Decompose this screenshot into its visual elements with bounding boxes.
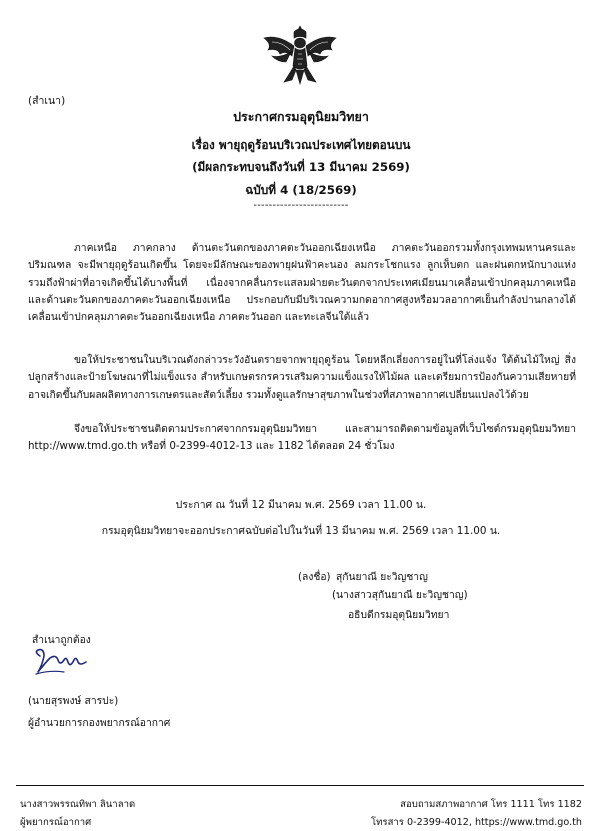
certifier-position: ผู้อำนวยการกองพยากรณ์อากาศ: [28, 717, 171, 729]
next-issue-note: กรมอุตุนิยมวิทยาจะออกประกาศฉบับต่อไปในวันที่ 13 มีนาคม พ.ศ. 2569 เวลา 11.00 น.: [101, 525, 501, 537]
paragraph-situation: ภาคเหนือ ภาคกลาง ด้านตะวันตกของภาคตะวันออกเฉียงเหนือ ภาคตะวันออกรวมทั้งกรุงเทพมหานครและปริมณฑล จะมีพายุฤดูร้อนเกิดขึ้น โดยจะมีลักษณะของพายุฝนฟ้าคะนอง ลมกระโชกแรง ลูกเห็บตก และฝนตกหนักบางแห่ง รวมถึงฟ้าผ่าที่อาจเกิดขึ้นได้บางพื้นที่ เนื่องจากคลื่นกระแสลมฝ่ายตะวันตกจากประเทศเมียนมาเคลื่อนเข้าปกคลุมภาคเหนือและด้านตะวันตกของภาคตะวันออกเฉียงเหนือ ประกอบกับมีบริเวณความกดอากาศสูงหรือมวลอากาศเย็นกำลังปานกลางได้เคลื่อนเข้าปกคลุมภาคตะวันออกเฉียงเหนือ ภาคตะวันออก และทะเลจีนใต้แล้ว: [28, 242, 576, 324]
certifier-name: (นายสุรพงษ์ สารปะ): [28, 695, 119, 707]
announced-date: ประกาศ ณ วันที่ 12 มีนาคม พ.ศ. 2569 เวลา 11.00 น.: [175, 499, 427, 511]
contact-fax-website: โทรสาร 0-2399-4012, https://www.tmd.go.th: [370, 817, 582, 828]
signatory-name: สุกันยาณี ยะวิญชาญ: [336, 571, 428, 583]
forecaster-role: ผู้พยากรณ์อากาศ: [20, 817, 92, 828]
signature-prefix: (ลงชื่อ): [298, 571, 331, 583]
garuda-emblem-icon: [258, 22, 342, 88]
effective-date: (มีผลกระทบจนถึงวันที่ 13 มีนาคม 2569): [192, 160, 410, 174]
paragraph-follow-up: จึงขอให้ประชาชนติดตามประกาศจากกรมอุตุนิยมวิทยา และสามารถติดตามข้อมูลที่เว็บไซต์กรมอุตุนิยมวิทยา http://www.tmd.go.th หรือที่ 0-2399-4012-13 และ 1182 ได้ตลอด 24 ชั่วโมง: [28, 423, 576, 453]
signatory-title: อธิบดีกรมอุตุนิยมวิทยา: [348, 609, 450, 621]
forecaster-name: นางสาวพรรณทิพา ลินาลาด: [20, 799, 136, 810]
contact-phone: สอบถามสภาพอากาศ โทร 1111 โทร 1182: [400, 799, 582, 810]
announcement-subject: เรื่อง พายุฤดูร้อนบริเวณประเทศไทยตอนบน: [191, 138, 411, 152]
issue-number: ฉบับที่ 4 (18/2569): [245, 183, 357, 197]
handwritten-signature-icon: [30, 644, 92, 680]
divider-rule: -------------------------: [253, 200, 349, 211]
signatory-full-name: (นางสาวสุกันยาณี ยะวิญชาญ): [332, 589, 468, 601]
certified-copy-label: สำเนาถูกต้อง: [32, 634, 91, 646]
paragraph-advice: ขอให้ประชาชนในบริเวณดังกล่าวระวังอันตรายจากพายุฤดูร้อน โดยหลีกเลี่ยงการอยู่ในที่โล่งแจ้ง ใต้ต้นไม้ใหญ่ สิ่งปลูกสร้างและป้ายโฆษณาที่ไม่แข็งแรง สำหรับเกษตรกรควรเสริมความแข็งแรงให้ไม้ผล และเตรียมการป้องกันความเสียหายที่อาจเกิดขึ้นกับผลผลิตทางการเกษตรและสัตว์เลี้ยง รวมทั้งดูแลรักษาสุขภาพในช่วงที่สภาพอากาศเปลี่ยนแปลงไว้ด้วย: [28, 354, 576, 401]
announcement-title: ประกาศกรมอุตุนิยมวิทยา: [233, 109, 369, 124]
copy-tag: (สำเนา): [28, 95, 66, 107]
footer-divider: [16, 785, 584, 786]
